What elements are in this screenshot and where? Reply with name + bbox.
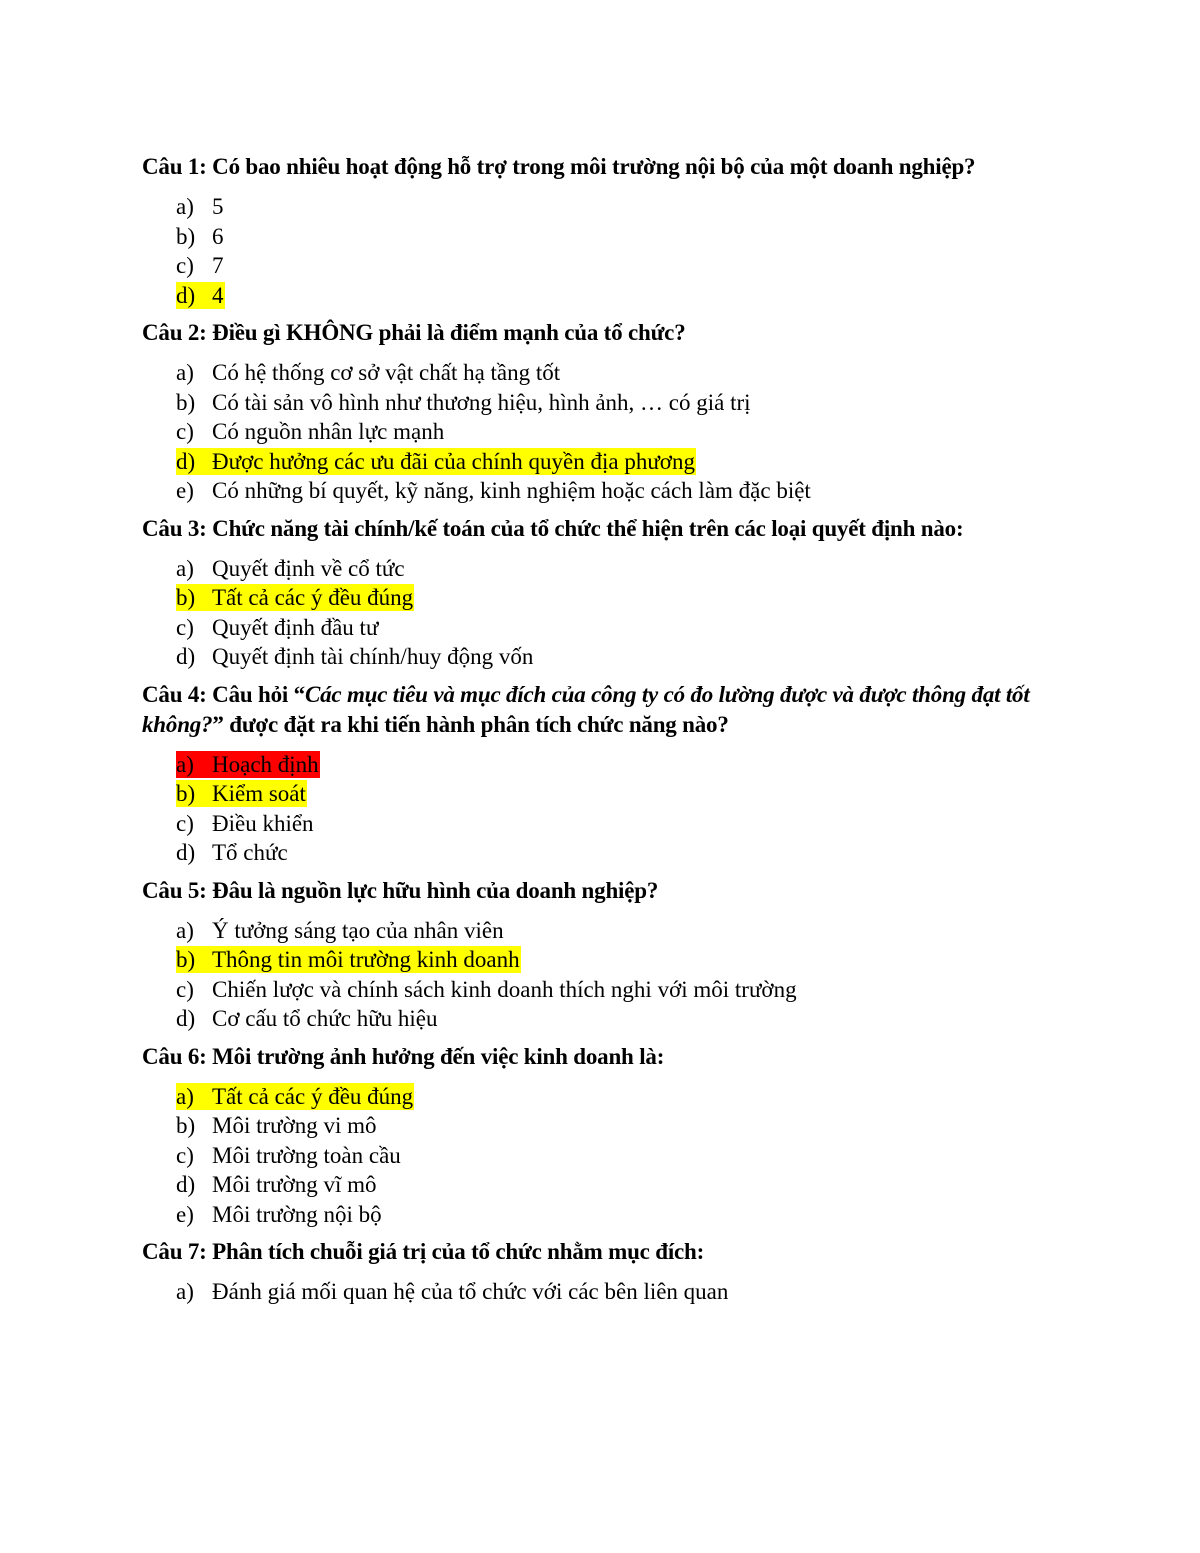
option-d — [176, 447, 1042, 477]
highlighted-answer: b) Tất cả các ý đều đúng — [176, 585, 414, 610]
option-list — [142, 1277, 1042, 1307]
option-c: c) 7 — [176, 253, 224, 278]
marked-wrong-answer: a) Hoạch định — [176, 751, 319, 777]
quiz-content — [142, 152, 1042, 1315]
option-b: b) Môi trường vi mô — [176, 1113, 377, 1138]
option-list — [142, 916, 1042, 1034]
option-c: c) Điều khiển — [176, 810, 314, 836]
question-stem: Câu 3: Chức năng tài chính/kế toán của tổ chức thể hiện trên các loại quyết định nào: — [142, 515, 964, 541]
question-3 — [142, 514, 1042, 672]
question-stem: Câu 7: Phân tích chuỗi giá trị của tổ chức nhằm mục đích: — [142, 1239, 705, 1264]
question-6 — [142, 1042, 1042, 1230]
option-d: d) Cơ cấu tổ chức hữu hiệu — [176, 1006, 438, 1031]
option-list — [142, 750, 1042, 868]
option-d: d) Tổ chức — [176, 840, 288, 865]
question-1 — [142, 152, 1042, 310]
option-b: b) Có tài sản vô hình như thương hiệu, hình ảnh, … có giá trị — [176, 389, 751, 415]
option-a — [176, 750, 1042, 780]
option-list — [142, 192, 1042, 310]
option-a: a) Có hệ thống cơ sở vật chất hạ tầng tốt — [176, 360, 561, 385]
quoted-question: Các mục tiêu và mục đích của công ty có đo lường được và được thông đạt tốt không? — [142, 681, 1030, 737]
highlighted-answer: d) Được hưởng các ưu đãi của chính quyền địa phương — [176, 448, 695, 474]
option-e: e) Môi trường nội bộ — [176, 1201, 382, 1227]
option-d: d) Môi trường vĩ mô — [176, 1172, 377, 1197]
highlighted-answer: a) Tất cả các ý đều đúng — [176, 1083, 414, 1109]
question-stem: Câu 6: Môi trường ảnh hưởng đến việc kinh doanh là: — [142, 1043, 665, 1069]
question-stem: Câu 5: Đâu là nguồn lực hữu hình của doanh nghiệp? — [142, 877, 659, 903]
option-list — [142, 358, 1042, 506]
question-7 — [142, 1237, 1042, 1307]
option-c: c) Có nguồn nhân lực mạnh — [176, 419, 445, 444]
option-a: a) Quyết định về cổ tức — [176, 555, 405, 581]
highlighted-answer: b) Kiểm soát — [176, 781, 306, 806]
highlighted-answer: d) 4 — [176, 282, 224, 308]
question-2 — [142, 318, 1042, 506]
option-d — [176, 281, 1042, 311]
option-list — [142, 1082, 1042, 1230]
highlighted-answer: b) Thông tin môi trường kinh doanh — [176, 947, 520, 972]
option-b — [176, 945, 1042, 975]
question-5 — [142, 876, 1042, 1034]
option-c: c) Quyết định đầu tư — [176, 614, 379, 640]
option-b — [176, 583, 1042, 613]
option-a: a) Ý tưởng sáng tạo của nhân viên — [176, 917, 504, 943]
option-d: d) Quyết định tài chính/huy động vốn — [176, 644, 534, 669]
option-c: c) Môi trường toàn cầu — [176, 1142, 401, 1168]
question-4 — [142, 680, 1042, 868]
question-stem: Câu 1: Có bao nhiêu hoạt động hỗ trợ trong môi trường nội bộ của một doanh nghiệp? — [142, 154, 976, 179]
option-c: c) Chiến lược và chính sách kinh doanh thích nghi với môi trường — [176, 976, 797, 1002]
option-a: a) Đánh giá mối quan hệ của tổ chức với các bên liên quan — [176, 1279, 729, 1304]
option-b: b) 6 — [176, 223, 224, 249]
question-stem: Câu 2: Điều gì KHÔNG phải là điểm mạnh của tổ chức? — [142, 320, 686, 345]
option-a: a) 5 — [176, 194, 224, 219]
option-e: e) Có những bí quyết, kỹ năng, kinh nghiệm hoặc cách làm đặc biệt — [176, 478, 811, 503]
question-stem: Câu 4: Câu hỏi “Các mục tiêu và mục đích của công ty có đo lường được và được thông đạt tốt không?” được đặt ra khi tiến hành phân tích chức năng nào? — [142, 681, 1030, 737]
option-a — [176, 1082, 1042, 1112]
option-b — [176, 779, 1042, 809]
option-list — [142, 554, 1042, 672]
